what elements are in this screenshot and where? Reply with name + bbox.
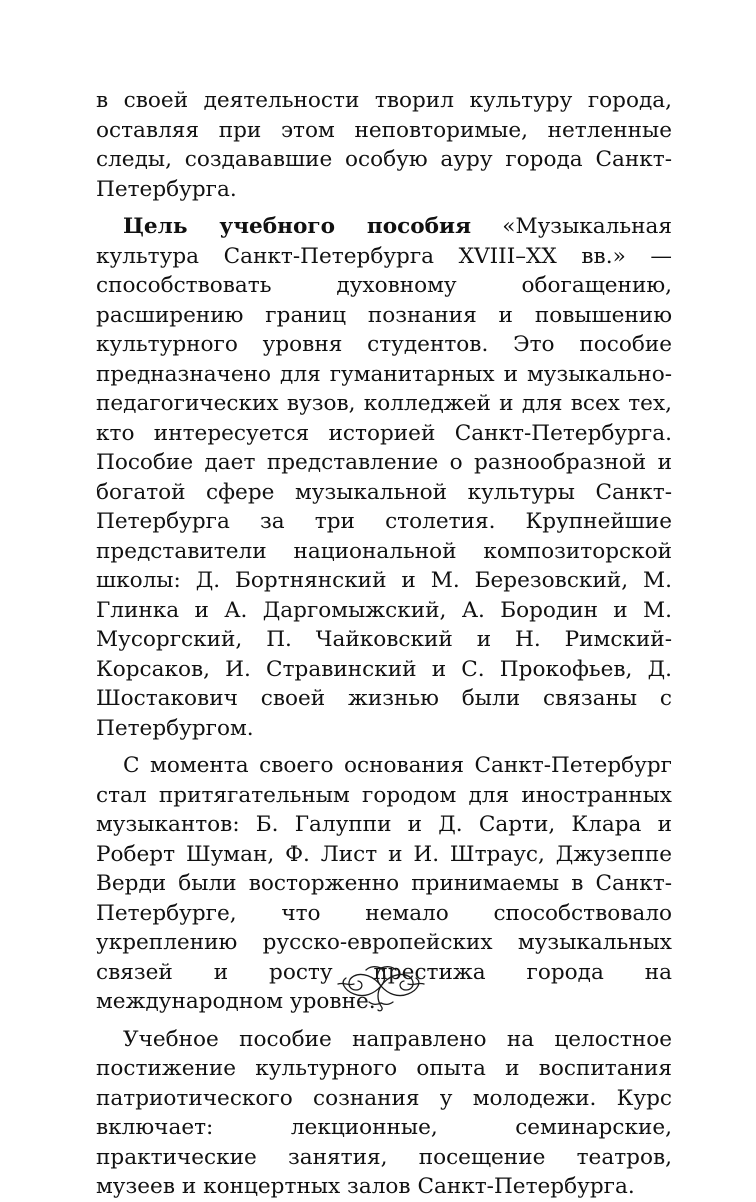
paragraph-text: в своей деятельности творил культуру города, оставляя при этом неповторимые, нетленные следы, создававшие особую ауру города Санкт-Петербурга. (96, 88, 672, 202)
decorative-flourish-icon (336, 958, 426, 1014)
paragraph-lead-bold: Цель учебного пособия (123, 214, 472, 239)
page-body (96, 86, 672, 1202)
paragraph-text: Учебное пособие направлено на целостное постижение культурного опыта и воспитания патриотического сознания у молодежи. Курс включает: лекционные, семинарские, практические занятия, посещение театров, музеев и концертных залов Санкт-Петербурга. (96, 1026, 672, 1199)
paragraph-course (96, 1025, 672, 1202)
paragraph-continuation (96, 86, 672, 204)
paragraph-text: С момента своего основания Санкт-Петербург стал притягательным городом для иностранных музыкантов: Б. Галуппи и Д. Сарти, Клара и Роберт Шуман, Ф. Лист и И. Штраус, Джузеппе Верди были восторженно принимаемы в Санкт-Петербурге, что немало способствовало укреплению русско-европейских музыкальных связей и росту престижа города на международном уровне. (96, 753, 672, 1014)
paragraph-text: «Музыкальная культура Санкт-Петербурга XVIII–XX вв.» — способствовать духовному обогащению, расширению границ познания и повышению культурного уровня студентов. Это пособие предназначено для гуманитарных и музыкально-педагогических вузов, колледжей и для всех тех, кто интересуется историей Санкт-Петербурга. Пособие дает представление о разнообразной и богатой сфере музыкальной культуры Санкт-Петербурга за три столетия. Крупнейшие представители национальной композиторской школы: Д. Бортнянский и М. Березовский, М. Глинка и А. Даргомыжский, А. Бородин и М. Мусоргский, П. Чайковский и Н. Римский-Корсаков, И. Стравинский и С. Прокофьев, Д. Шостакович своей жизнью были связаны с Петербургом. (96, 214, 672, 741)
paragraph-goal (96, 212, 672, 743)
